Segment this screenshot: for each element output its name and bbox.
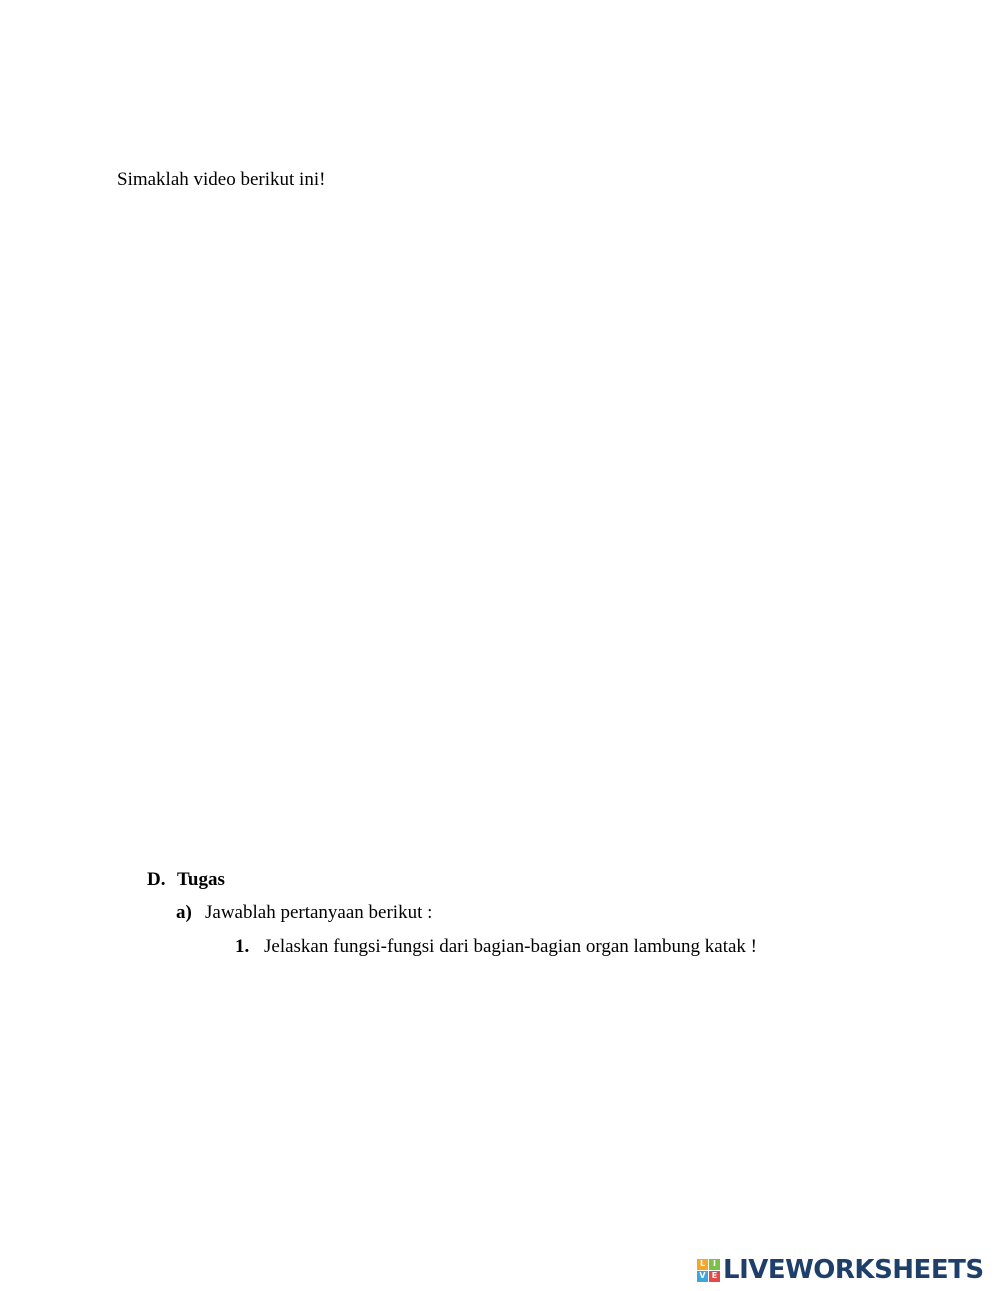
section-heading bbox=[147, 869, 225, 891]
intro-instruction: Simaklah video berikut ini! bbox=[117, 169, 326, 190]
sub-item-marker: a) bbox=[176, 902, 192, 923]
logo-badge-letter: V bbox=[697, 1271, 708, 1282]
question-text: Jelaskan fungsi-fungsi dari bagian-bagian organ lambung katak ! bbox=[264, 936, 757, 957]
liveworksheets-logo bbox=[697, 1256, 984, 1284]
section-marker: D. bbox=[147, 869, 166, 890]
question-number: 1. bbox=[235, 936, 250, 957]
logo-text: LIVEWORKSHEETS bbox=[723, 1255, 984, 1285]
logo-badge-letter: E bbox=[709, 1271, 720, 1282]
logo-badge-icon bbox=[697, 1259, 720, 1282]
question-item bbox=[235, 936, 757, 958]
logo-badge-letter: L bbox=[697, 1259, 708, 1270]
section-title: Tugas bbox=[177, 869, 225, 890]
sub-item bbox=[176, 902, 432, 924]
logo-badge-letter: I bbox=[709, 1259, 720, 1270]
sub-item-text: Jawablah pertanyaan berikut : bbox=[205, 902, 433, 923]
